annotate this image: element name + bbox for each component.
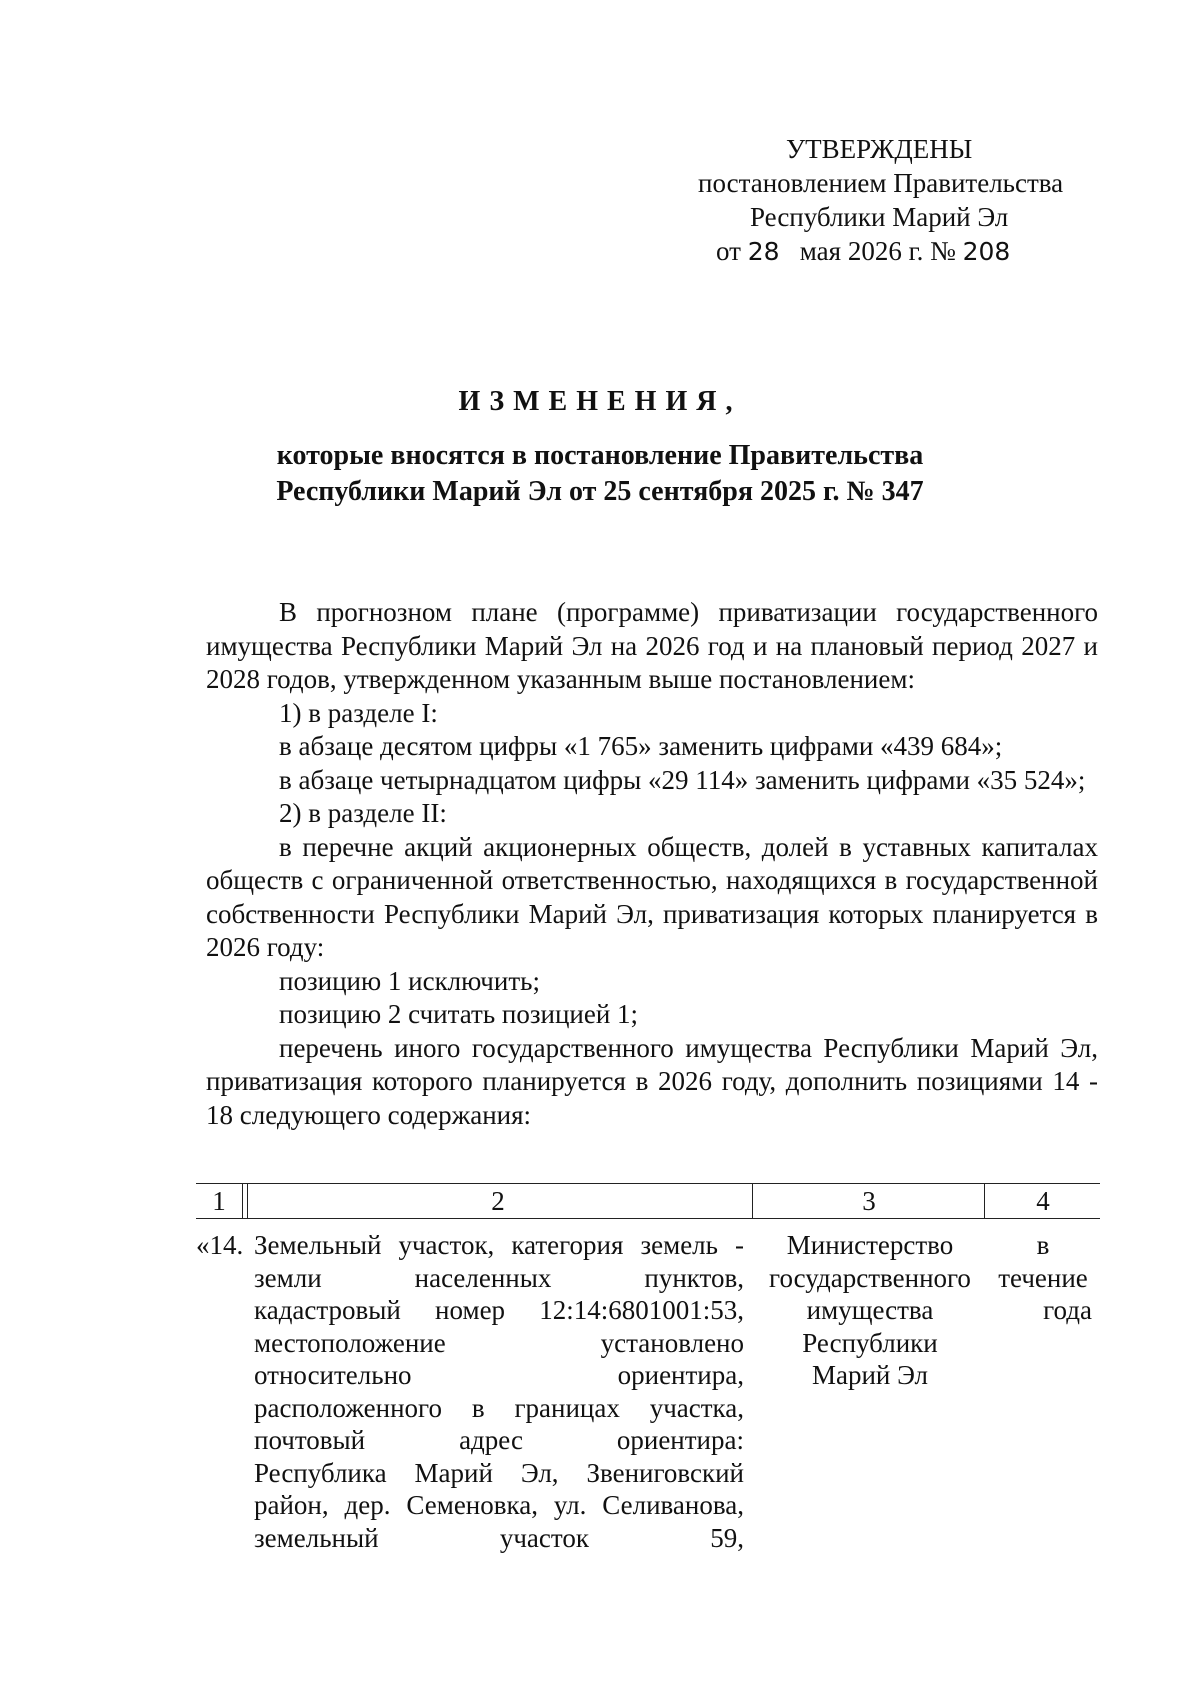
- document-subtitle: [0, 438, 1200, 510]
- document-body: [206, 596, 1098, 1132]
- term-line: в: [1036, 1230, 1050, 1260]
- subtitle-line-1: которые вносятся в постановление Правительства: [276, 440, 924, 471]
- description-line: район, дер. Семеновка, ул. Селиванова,: [254, 1490, 744, 1520]
- description-line: местоположение установлено: [254, 1327, 744, 1358]
- approval-line-republic: Республики Марий Эл: [750, 202, 1009, 232]
- approval-date-prefix: от: [716, 236, 741, 266]
- body-paragraph-position-2: позицию 2 считать позицией 1;: [279, 999, 639, 1029]
- description-line: Республика Марий Эл, Звениговский: [254, 1457, 744, 1488]
- body-paragraph-position-1: позицию 1 исключить;: [279, 965, 540, 996]
- subtitle-line-2: Республики Марий Эл от 25 сентября 2025 г. № 347: [276, 476, 924, 507]
- approval-heading: УТВЕРЖДЕНЫ: [786, 134, 973, 164]
- description-line: относительно ориентира,: [254, 1360, 744, 1390]
- table-header-col-4: 4: [984, 1184, 1101, 1218]
- organization-line: Марий Эл: [811, 1360, 929, 1390]
- body-item-section-1: 1) в разделе I:: [279, 697, 438, 728]
- description-line: земельный участок 59,: [254, 1522, 744, 1553]
- body-paragraph-abzac-10: в абзаце десятом цифры «1 765» заменить цифрами «439 684»;: [279, 731, 1003, 761]
- term-line: года: [1043, 1295, 1092, 1325]
- approval-date-middle: мая 2026 г. №: [799, 236, 956, 266]
- term-line: течение: [998, 1262, 1088, 1293]
- approval-line-resolution: постановлением Правительства: [698, 168, 1064, 198]
- row-responsible-organization: [756, 1229, 984, 1392]
- organization-line: Республики: [802, 1327, 938, 1358]
- organization-line: имущества: [806, 1295, 934, 1325]
- organization-line: государственного: [769, 1262, 971, 1293]
- approval-date-day: 28: [747, 237, 780, 266]
- approval-line-date: [690, 234, 1090, 269]
- description-line: земли населенных пунктов,: [254, 1262, 744, 1293]
- description-line: расположенного в границах участка,: [254, 1392, 744, 1423]
- body-paragraph-shares-list: в перечне акций акционерных обществ, долей в уставных капиталах обществ с ограниченной ответственностью, находящихся в государственной собственности Республики Марий Эл, приватизация которых планируется в 2026 году:: [206, 831, 1098, 962]
- table-header-col-2: 2: [242, 1184, 753, 1218]
- approval-number: 208: [962, 237, 1011, 266]
- description-line: Земельный участок, категория земель -: [254, 1230, 744, 1260]
- table-header-col-1: 1: [196, 1184, 242, 1218]
- approval-stamp-block: [690, 132, 1090, 269]
- row-description: [254, 1229, 744, 1554]
- organization-line: Министерство: [786, 1230, 954, 1260]
- table-header-row: [196, 1183, 1100, 1219]
- body-paragraph-other-property: перечень иного государственного имущества Республики Марий Эл, приватизация которого планируется в 2026 году, дополнить позициями 14 - 18 следующего содержания:: [206, 1032, 1098, 1130]
- body-paragraph-intro: В прогнозном плане (программе) приватизации государственного имущества Республики Марий Эл на 2026 год и на плановый период 2027 и 2028 годов, утвержденном указанным выше постановлением:: [206, 597, 1098, 694]
- description-line: кадастровый номер 12:14:6801001:53,: [254, 1295, 744, 1325]
- body-item-section-2: 2) в разделе II:: [279, 798, 447, 828]
- row-position-number: «14.: [196, 1230, 244, 1260]
- document-title: ИЗМЕНЕНИЯ,: [458, 386, 742, 417]
- description-line: почтовый адрес ориентира:: [254, 1425, 744, 1455]
- row-term: [986, 1229, 1100, 1327]
- body-paragraph-abzac-14: в абзаце четырнадцатом цифры «29 114» заменить цифрами «35 524»;: [279, 764, 1086, 795]
- table-header-col-3: 3: [752, 1184, 985, 1218]
